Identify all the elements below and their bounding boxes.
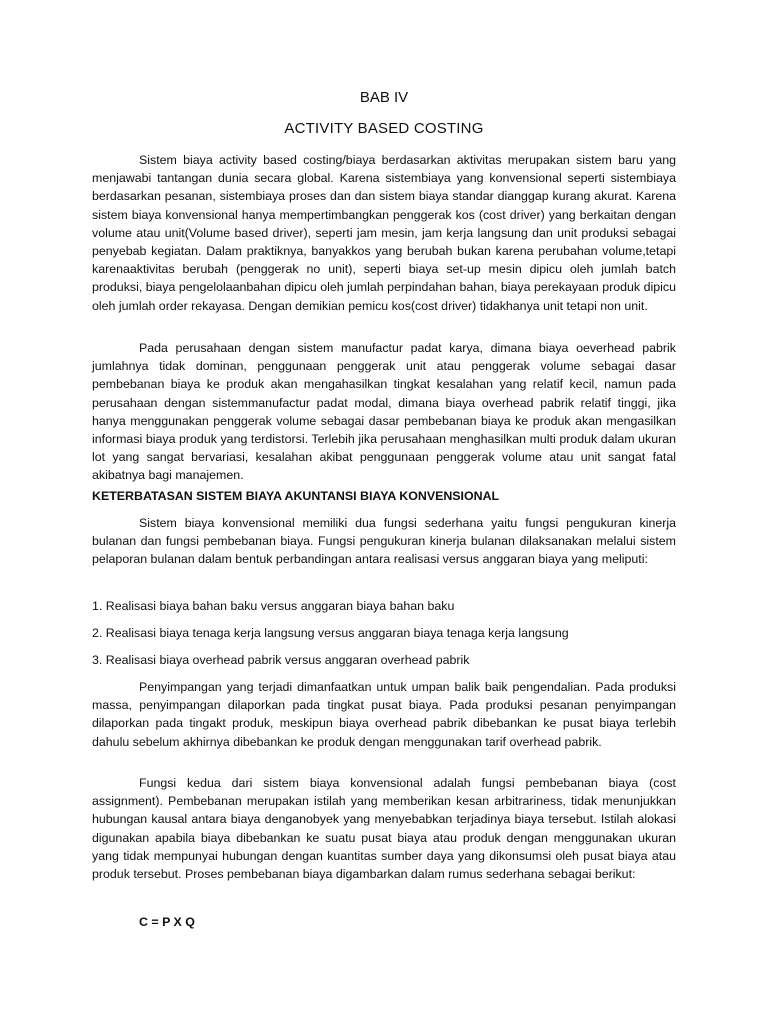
section-heading: KETERBATASAN SISTEM BIAYA AKUNTANSI BIAYA KONVENSIONAL [92, 489, 500, 503]
cost-formula: C = P X Q [139, 915, 195, 929]
list-item-material: 1. Realisasi biaya bahan baku versus anggaran biaya bahan baku [92, 599, 455, 613]
paragraph-second-function: Fungsi kedua dari sistem biaya konvensional adalah fungsi pembebanan biaya (cost assignment). Pembebanan merupakan istilah yang memberikan kesan arbitrariness, tidak menunjukkan hubungan kausal antara biaya denganobyek yang menyebabkan terjadinya biaya tersebut. Istilah alokasi digunakan apabila biaya dibebankan ke suatu pusat biaya atau produk dengan menggunakan ukuran yang tidak mempunyai hubungan dengan kuantitas sumber daya yang dikonsumsi oleh pusat biaya atau produk tersebut. Proses pembebanan biaya digambarkan dalam rumus sederhana sebagai berikut: [92, 776, 676, 882]
paragraph-conventional-system: Sistem biaya konvensional memiliki dua fungsi sederhana yaitu fungsi pengukuran kinerja bulanan dan fungsi pembebanan biaya. Fungsi pengukuran kinerja bulanan dilaksanakan melalui sistem pelaporan bulanan dalam bentuk perbandingan antara realisasi versus anggaran biaya yang meliputi: [92, 516, 676, 567]
chapter-title: ACTIVITY BASED COSTING [284, 120, 484, 137]
list-item-labor: 2. Realisasi biaya tenaga kerja langsung versus anggaran biaya tenaga kerja langsung [92, 626, 569, 640]
paragraph-deviation: Penyimpangan yang terjadi dimanfaatkan untuk umpan balik baik pengendalian. Pada produksi massa, penyimpangan dilaporkan pada tingkat pusat biaya. Pada produksi pesanan penyimpangan dilaporkan pada tingakt produk, meskipun biaya overhead pabrik dibebankan ke pusat biaya terlebih dahulu sebelum akhirnya dibebankan ke produk dengan menggunakan tarif overhead pabrik. [92, 680, 676, 749]
paragraph-manufacture: Pada perusahaan dengan sistem manufactur padat karya, dimana biaya oeverhead pabrik jumlahnya tidak dominan, penggunaan penggerak unit atau penggerak volume sebagai dasar pembebanan biaya ke produk akan mengahasilkan tingkat kesalahan yang relatif kecil, namun pada perusahaan dengan sistemmanufactur padat modal, dimana biaya overhead pabrik relatif tinggi, jika hanya menggunakan penggerak volume sebagai dasar pembebanan biaya ke produk akan mengasilkan informasi biaya produk yang terdistorsi. Terlebih jika perusahaan menghasilkan multi produk dalam ukuran lot yang sangat bervariasi, kesalahan akibat penggunaan penggerak volume atau unit sangat fatal akibatnya bagi manajemen. [92, 341, 676, 483]
chapter-heading: BAB IV [359, 89, 409, 106]
paragraph-intro: Sistem biaya activity based costing/biaya berdasarkan aktivitas merupakan sistem baru yang menjawabi tantangan dunia secara global. Karena sistembiaya yang konvensional seperti sistembiaya berdasarkan pesanan, sistembiaya proses dan dan sistem biaya standar dianggap kurang akurat. Karena sistem biaya konvensional hanya mempertimbangkan penggerak kos (cost driver) yang berkaitan dengan volume atau unit(Volume based driver), seperti jam mesin, jam kerja langsung dan unit produksi sebagai penyebab kegiatan. Dalam praktiknya, banyakkos yang berubah bukan karena perubahan volume,tetapi karenaaktivitas berubah (penggerak no unit), seperti biaya set-up mesin dipicu oleh jumlah batch produksi, biaya pengelolaanbahan dipicu oleh jumlah perpindahan bahan, biaya perekayaan produk dipicu oleh jumlah order rekayasa. Dengan demikian pemicu kos(cost driver) tidakhanya unit tetapi non unit. [92, 153, 676, 313]
list-item-overhead: 3. Realisasi biaya overhead pabrik versus anggaran overhead pabrik [92, 653, 470, 667]
